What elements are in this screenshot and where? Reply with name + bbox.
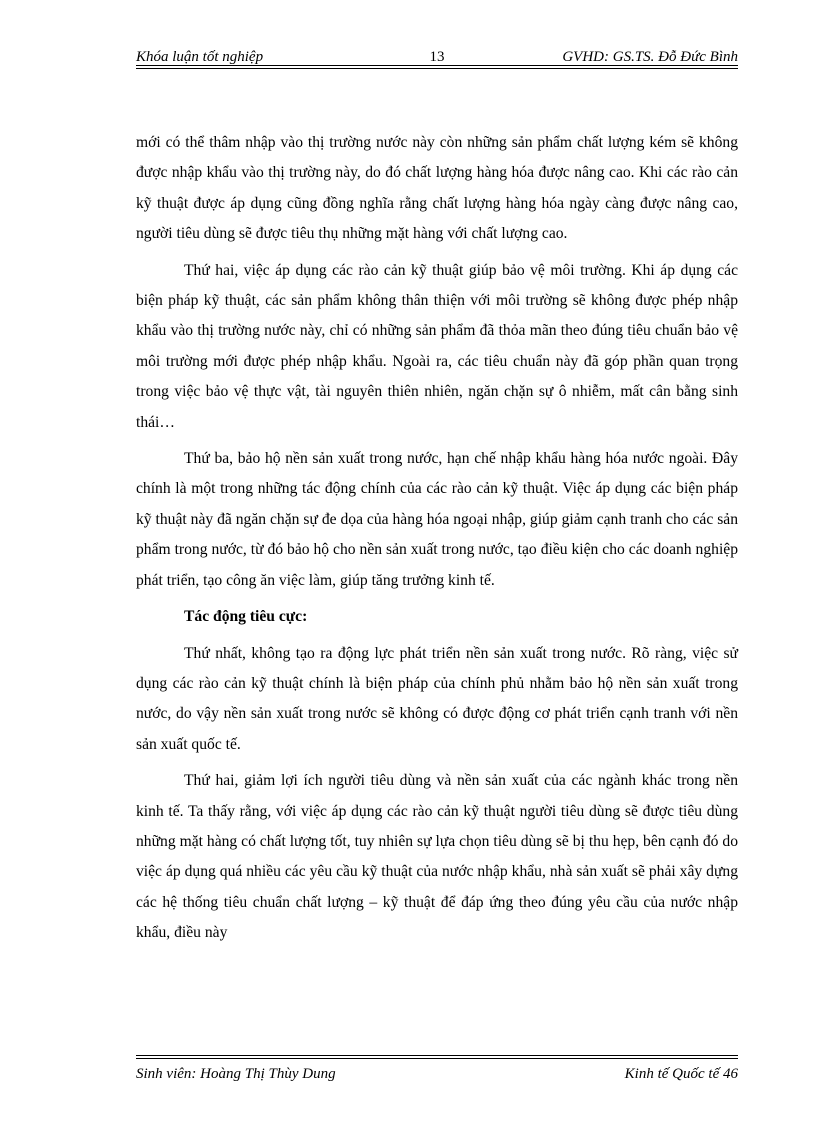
page-header <box>136 46 738 69</box>
header-supervisor: GVHD: GS.TS. Đỗ Đức Bình <box>562 49 738 65</box>
page-number: 13 <box>429 49 445 65</box>
paragraph: Thứ hai, việc áp dụng các rào cản kỹ thuật giúp bảo vệ môi trường. Khi áp dụng các biện pháp kỹ thuật, các sản phẩm không thân thiện với môi trường sẽ không được phép nhập khẩu vào thị trường nước này, chỉ có những sản phẩm đã thỏa mãn theo đúng tiêu chuẩn bảo vệ môi trường mới được phép nhập khẩu. Ngoài ra, các tiêu chuẩn này đã góp phần quan trọng trong việc bảo vệ thực vật, tài nguyên thiên nhiên, ngăn chặn sự ô nhiễm, mất cân bằng sinh thái… <box>136 261 738 431</box>
paragraph: Thứ hai, giảm lợi ích người tiêu dùng và nền sản xuất của các ngành khác trong nền kinh tế. Ta thấy rằng, với việc áp dụng các rào cản kỹ thuật người tiêu dùng sẽ được tiêu dùng những mặt hàng có chất lượng tốt, tuy nhiên sự lựa chọn tiêu dùng sẽ bị thu hẹp, bên cạnh đó do việc áp dụng quá nhiều các yêu cầu kỹ thuật của nước nhập khẩu, nhà sản xuất sẽ phải xây dựng các hệ thống tiêu chuẩn chất lượng – kỹ thuật để đáp ứng theo đúng yêu cầu của nước nhập khẩu, điều này <box>136 772 738 942</box>
header-thesis-label: Khóa luận tốt nghiệp <box>136 49 264 65</box>
footer-rule <box>136 1058 738 1059</box>
footer-student: Sinh viên: Hoàng Thị Thùy Dung <box>136 1066 336 1082</box>
section-heading: Tác động tiêu cực: <box>184 608 308 626</box>
paragraph: Thứ nhất, không tạo ra động lực phát triển nền sản xuất trong nước. Rõ ràng, việc sử dụng các rào cản kỹ thuật chính là biện pháp của chính phủ nhằm bảo hộ nền sản xuất trong nước, do vậy nền sản xuất trong nước sẽ không có được động cơ phát triển cạnh tranh với nền sản xuất quốc tế. <box>136 644 738 753</box>
header-rule <box>136 65 738 66</box>
document-body <box>136 128 738 949</box>
paragraph: Thứ ba, bảo hộ nền sản xuất trong nước, hạn chế nhập khẩu hàng hóa nước ngoài. Đây chính là một trong những tác động chính của các rào cản kỹ thuật. Việc áp dụng các biện pháp kỹ thuật này đã ngăn chặn sự đe dọa của hàng hóa ngoại nhập, giúp giảm cạnh tranh cho các sản phẩm trong nước, từ đó bảo hộ cho nền sản xuất trong nước, tạo điều kiện cho các doanh nghiệp phát triển, tạo công ăn việc làm, giúp tăng trưởng kinh tế. <box>136 450 738 589</box>
paragraph-continuation: mới có thể thâm nhập vào thị trường nước này còn những sản phẩm chất lượng kém sẽ không được nhập khẩu vào thị trường này, do đó chất lượng hàng hóa được nâng cao. Khi các rào cản kỹ thuật được áp dụng cũng đồng nghĩa rằng chất lượng hàng hóa ngày càng được nâng cao, người tiêu dùng sẽ được tiêu thụ những mặt hàng với chất lượng cao. <box>136 134 738 243</box>
page-footer <box>136 1055 738 1086</box>
footer-class: Kinh tế Quốc tế 46 <box>624 1066 738 1082</box>
